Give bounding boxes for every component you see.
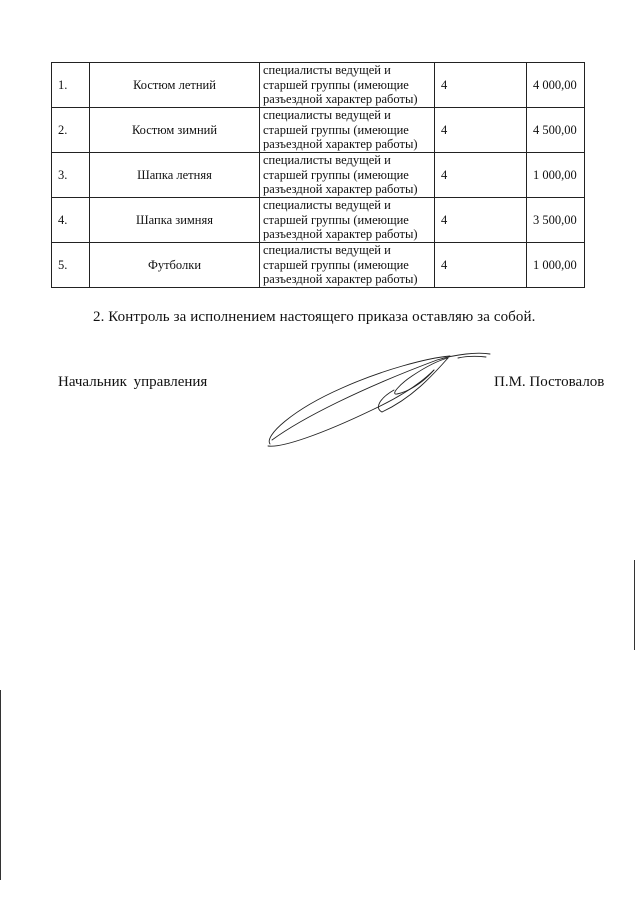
row-number: 5. — [52, 243, 90, 288]
employee-category: специалисты ведущей и старшей группы (имеющие разъездной характер работы) — [260, 153, 435, 198]
price: 1 000,00 — [527, 243, 585, 288]
employee-category: специалисты ведущей и старшей группы (имеющие разъездной характер работы) — [260, 108, 435, 153]
scan-edge-mark — [634, 560, 635, 650]
price: 3 500,00 — [527, 198, 585, 243]
employee-category: специалисты ведущей и старшей группы (имеющие разъездной характер работы) — [260, 63, 435, 108]
table-row — [52, 243, 585, 288]
row-number: 2. — [52, 108, 90, 153]
quantity: 4 — [435, 63, 527, 108]
quantity: 4 — [435, 153, 527, 198]
handwritten-signature — [262, 348, 494, 461]
signer-position: Начальник управления — [58, 374, 208, 390]
price: 1 000,00 — [527, 153, 585, 198]
table-row — [52, 63, 585, 108]
items-table — [51, 62, 585, 288]
table-row — [52, 108, 585, 153]
employee-category: специалисты ведущей и старшей группы (имеющие разъездной характер работы) — [260, 198, 435, 243]
table-row — [52, 198, 585, 243]
item-name: Шапка зимняя — [90, 198, 260, 243]
row-number: 3. — [52, 153, 90, 198]
scan-edge-mark — [0, 690, 1, 880]
row-number: 1. — [52, 63, 90, 108]
item-name: Футболки — [90, 243, 260, 288]
price: 4 500,00 — [527, 108, 585, 153]
table-row — [52, 153, 585, 198]
item-name: Шапка летняя — [90, 153, 260, 198]
quantity: 4 — [435, 108, 527, 153]
employee-category: специалисты ведущей и старшей группы (имеющие разъездной характер работы) — [260, 243, 435, 288]
control-paragraph: 2. Контроль за исполнением настоящего приказа оставляю за собой. — [93, 309, 536, 325]
price: 4 000,00 — [527, 63, 585, 108]
item-name: Костюм летний — [90, 63, 260, 108]
item-name: Костюм зимний — [90, 108, 260, 153]
quantity: 4 — [435, 198, 527, 243]
row-number: 4. — [52, 198, 90, 243]
signer-name: П.М. Постовалов — [494, 374, 605, 390]
quantity: 4 — [435, 243, 527, 288]
